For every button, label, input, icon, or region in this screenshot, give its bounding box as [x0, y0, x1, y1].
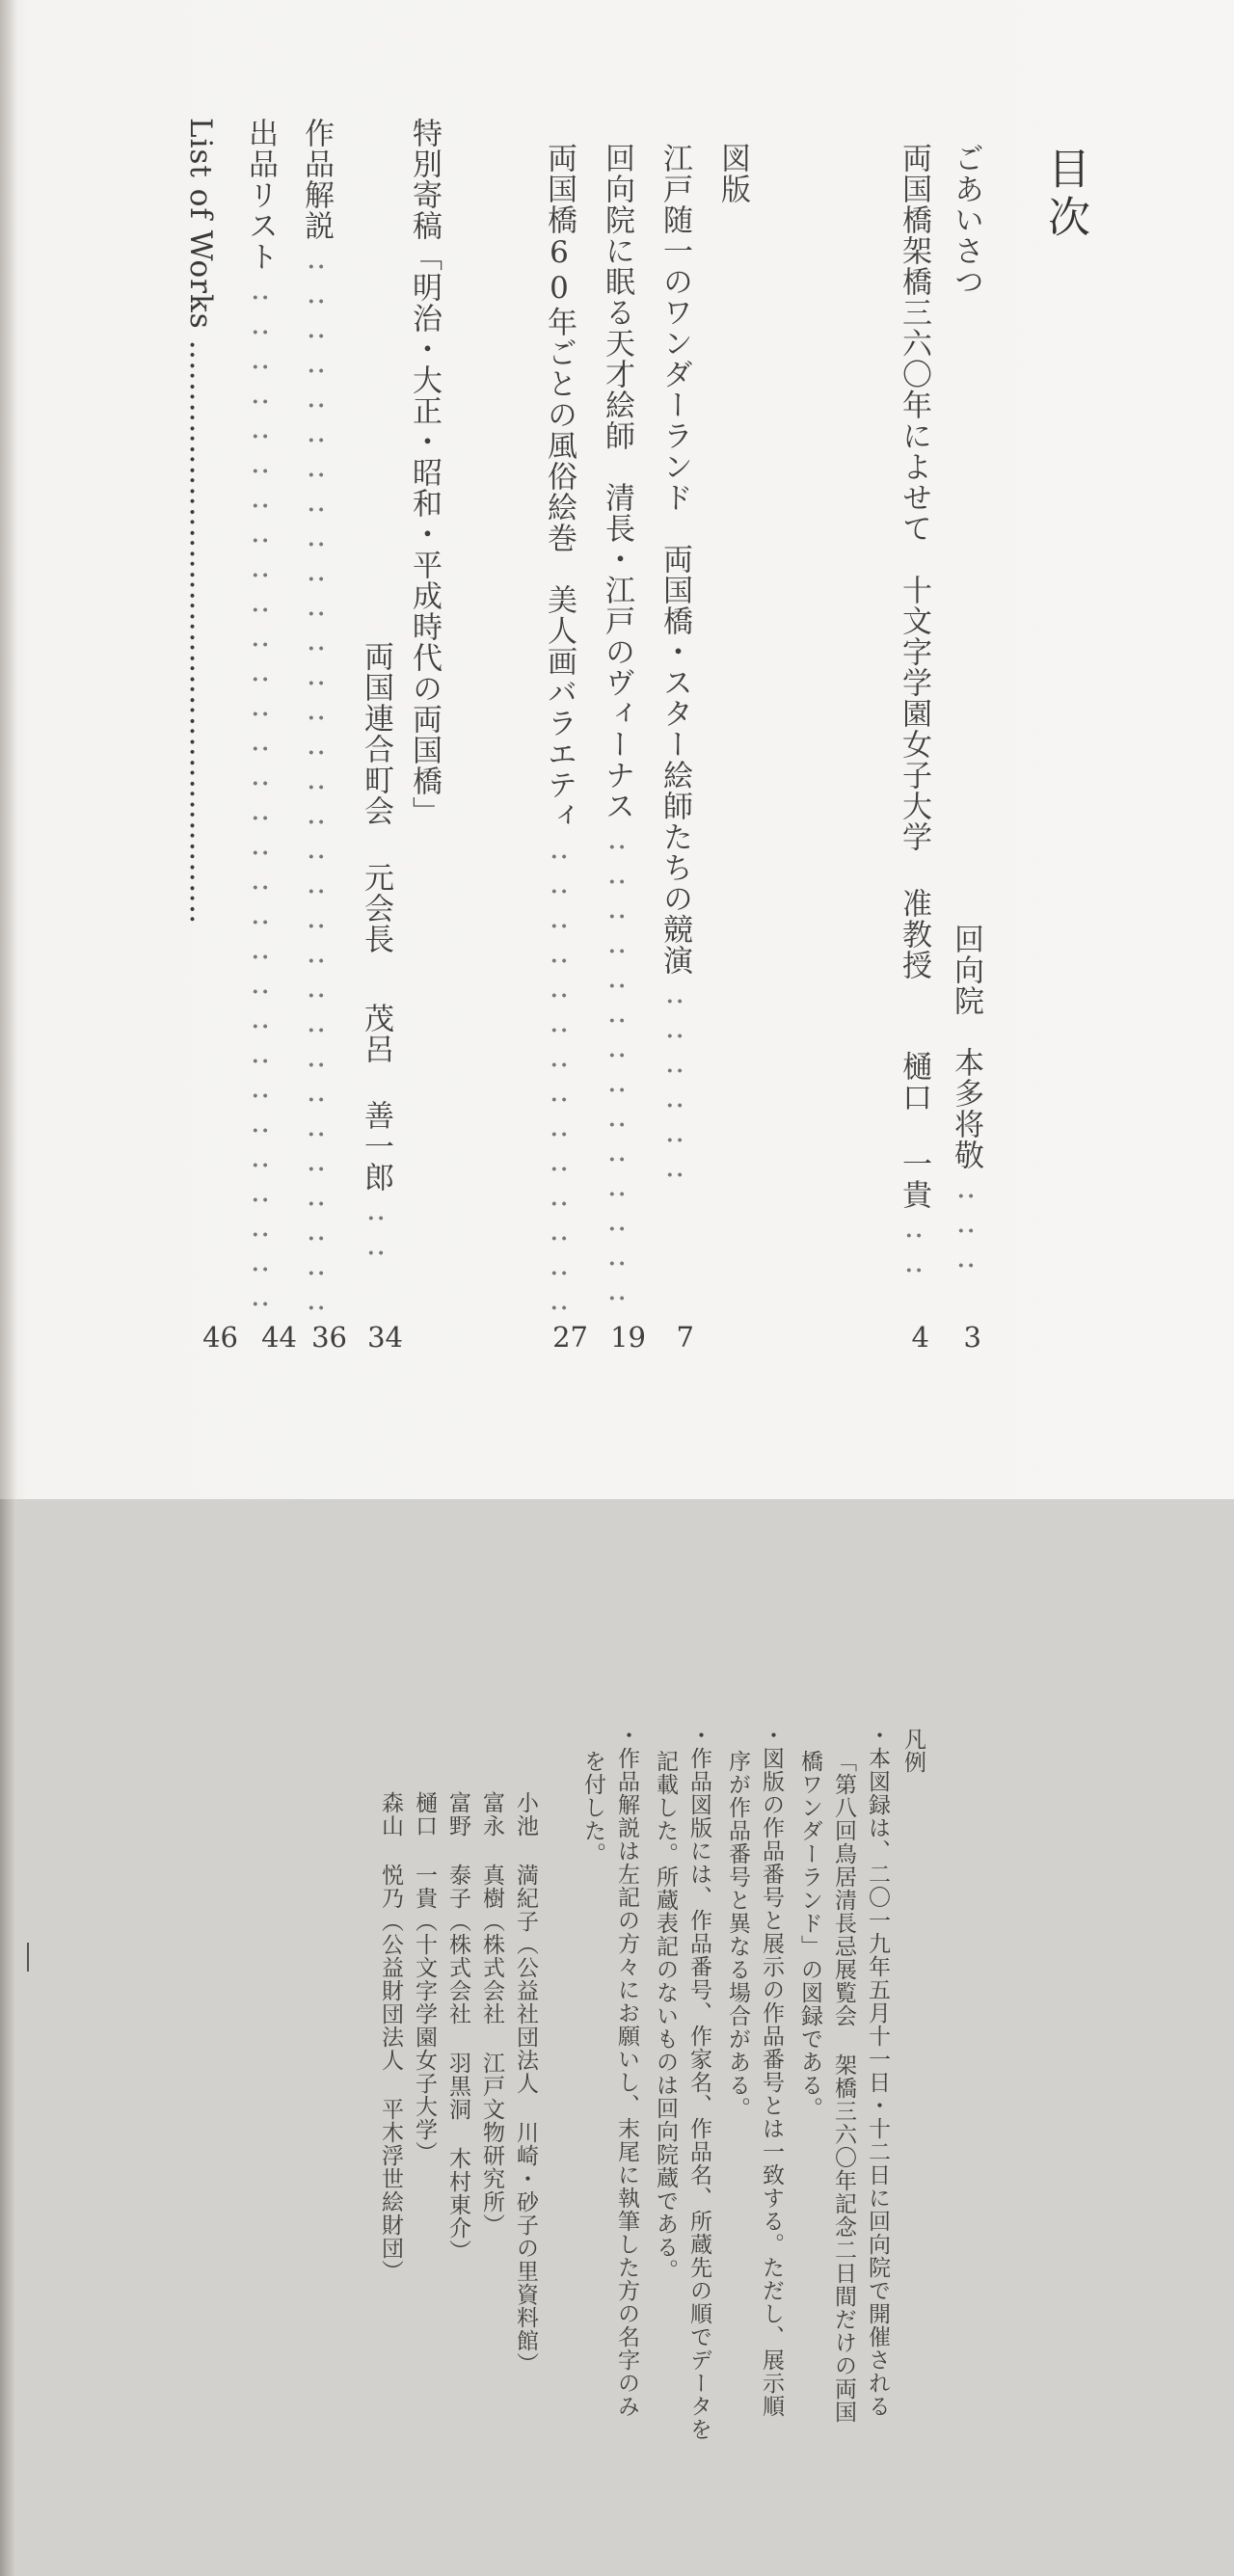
toc-entry-author: 茂呂 善一郎‥‥ [359, 1003, 393, 1262]
toc-entry-author: 回向院 本多将敬‥‥‥ [949, 924, 983, 1275]
toc-entry-wonderland: 江戸随一のワンダーランド 両国橋・スター絵師たちの競演‥‥‥‥‥‥ [657, 143, 692, 1184]
contributor: 富永 真樹（株式会社 江戸文物研究所） [479, 1791, 504, 2237]
toc-page-number: 36 [311, 1321, 347, 1354]
notes-line: を付した。 [580, 1750, 605, 1865]
toc-entry-special-essay: 特別寄稿「明治・大正・昭和・平成時代の両国橋」 [407, 118, 442, 827]
toc-page-number: 19 [610, 1321, 646, 1354]
notes-line: 「第八回鳥居清長忌展覧会 架橋三六〇年記念二日間だけの両国 [831, 1750, 856, 2424]
toc-entry-bridge-essay: 両国橋架橋三六〇年によせて 十文字学園女子大学 准教授 [897, 143, 931, 980]
toc-entry-scroll: 両国橋60年ごとの風俗絵巻 美人画バラエティ‥‥‥‥‥‥‥‥‥‥‥‥‥‥ [542, 143, 577, 1317]
toc-page-number: 34 [367, 1321, 403, 1354]
notes-line: 序が作品番号と異なる場合がある。 [725, 1750, 750, 2120]
toc-entry-kiyonaga: 回向院に眠る天才絵師 清長・江戸のヴィーナス‥‥‥‥‥‥‥‥‥‥‥‥‥‥ [600, 143, 634, 1307]
toc-entry-greeting [947, 143, 985, 297]
toc-page-number: 46 [202, 1321, 238, 1354]
toc-page-number: 44 [261, 1321, 297, 1354]
contributor: 小池 満紀子（公益社団法人 川崎・砂子の里資料館） [513, 1791, 538, 2375]
toc-entry-author: 樋口 一貴‥‥ [897, 1051, 931, 1279]
notes-line: ・本図録は、二〇一九年五月十一日・十二日に回向院で開催される [865, 1724, 890, 2418]
toc-section-plates: 図版 [715, 143, 750, 204]
toc-entry-list-of-works: List of Works ‥‥‥‥‥‥‥‥‥‥‥‥‥‥‥‥‥‥‥‥‥‥‥‥‥‥‥‥ [183, 118, 218, 926]
toc-entry-subline: 両国連合町会 元会長 [359, 641, 393, 954]
contributor: 富野 泰子（株式会社 羽黒洞 木村東介） [445, 1791, 470, 2263]
notes-line: ・作品解説は左記の方々にお願いし、末尾に執筆した方の名字のみ [614, 1724, 639, 2418]
toc-page-number: 27 [552, 1321, 588, 1354]
toc-entry-exhibit-list: 出品リスト‥‥‥‥‥‥‥‥‥‥‥‥‥‥‥‥‥‥‥‥‥‥‥‥‥‥‥‥‥‥ [243, 118, 278, 1313]
binding-mark [27, 1943, 29, 1972]
notes-heading: 凡例 [900, 1728, 926, 1774]
toc-entry-commentary: 作品解説‥‥‥‥‥‥‥‥‥‥‥‥‥‥‥‥‥‥‥‥‥‥‥‥‥‥‥‥‥‥‥ [299, 118, 334, 1317]
toc-entry-text: ごあいさつ [949, 143, 983, 297]
toc-page-number: 7 [676, 1321, 694, 1354]
notes-line: 橋ワンダーランド」の図録である。 [797, 1750, 822, 2120]
toc-page-number: 3 [963, 1321, 981, 1354]
toc-title: 目次 [1040, 147, 1089, 243]
contributor: 樋口 一貴（十文字学園女子大学） [412, 1791, 437, 2164]
notes-line: ・作品図版には、作品番号、作家名、作品名、所蔵先の順でデータを [686, 1724, 711, 2441]
contributor: 森山 悦乃（公益財団法人 平木浮世絵財団） [378, 1791, 403, 2283]
toc-page-number: 4 [911, 1321, 929, 1354]
gutter-shadow [0, 0, 17, 1499]
notes-line: 記載した。所蔵表記のないものは回向院蔵である。 [653, 1750, 678, 2282]
page-edge [0, 1499, 15, 2576]
notes-line: ・図版の作品番号と展示の作品番号とは一致する。ただし、展示順 [759, 1724, 784, 2418]
